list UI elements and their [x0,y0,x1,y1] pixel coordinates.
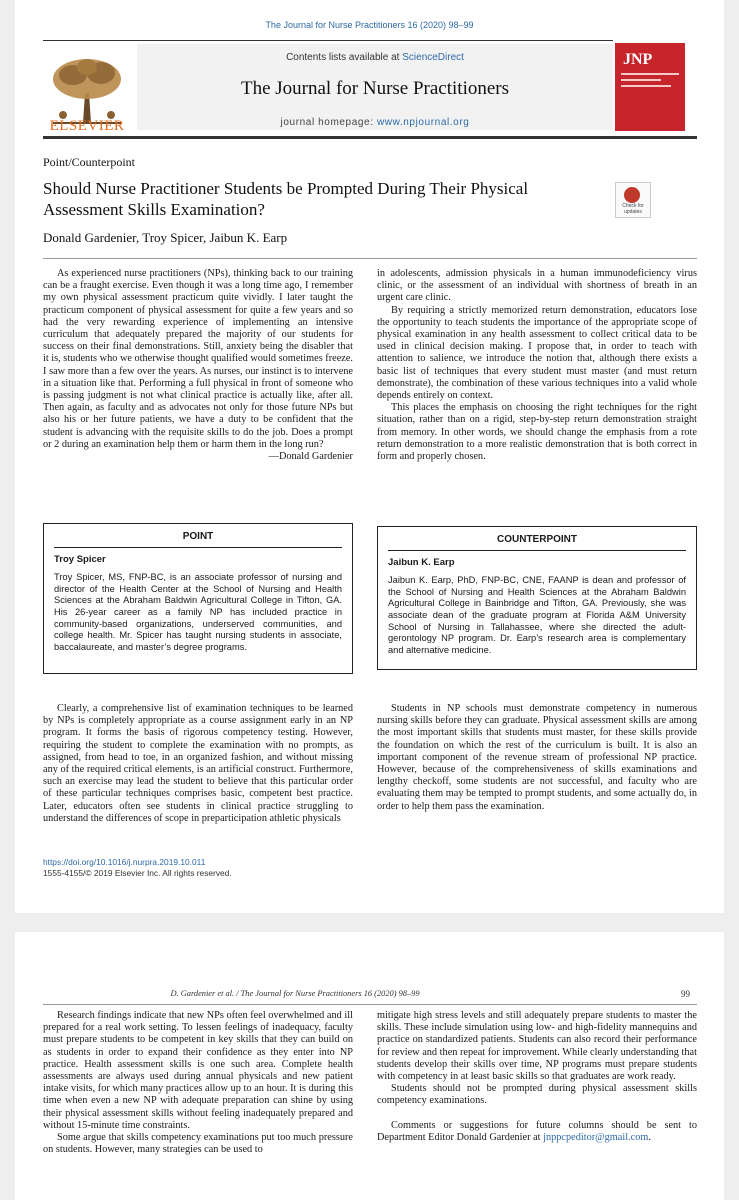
cover-rule [621,85,671,87]
paragraph: Clearly, a comprehensive list of examination techniques to be learned by NPs is completely appropriate as a course assignment early in an NP program. It forms the basis of rigorous competency testing. However, requiring the student to complete the examination with no prompts, as assigned, from head to toe, in an organized fashion, and without missing any of the required critical elements, is an artificial construct. Furthermore, such an exercise may lead the student to believe that this particular order of these particular techniques comprises basic, competent best practice. Later, educators often see students in clinical practice struggling to understand the differences of scope in preparticipation athletic physicals [43,703,353,824]
check-for-updates-badge[interactable] [615,182,651,218]
publisher-name: ELSEVIER [49,118,125,134]
counterpoint-author-name: Jaibun K. Earp [388,556,455,568]
homepage-line [137,117,613,128]
paragraph: This places the emphasis on choosing the right techniques for the right situation, rather than on a rigid, step-by-step return demonstration straight from memory. In other words, we should change the emphasis from a rote return demonstration to a more realistic demonstration that is both correct in form and properly chosen. [377,402,697,463]
journal-title: The Journal for Nurse Practitioners [240,78,510,99]
homepage-link[interactable]: www.npjournal.org [376,117,470,128]
running-head: D. Gardenier et al. / The Journal for Nurse Practitioners 16 (2020) 98–99 [170,989,420,998]
divider [43,258,697,259]
paragraph: Some argue that skills competency examinations put too much pressure on students. However, many strategies can be used to [43,1132,353,1156]
box-rule [54,547,342,548]
doi-link[interactable]: https://doi.org/10.1016/j.nurpra.2019.10.011 [43,857,206,867]
box-rule [388,550,686,551]
page-2 [15,932,724,1200]
copyright: 1555-4155/© 2019 Elsevier Inc. All rights reserved. [43,868,232,878]
point-author-name: Troy Spicer [54,553,106,565]
comments-paragraph [377,1120,697,1144]
p2-left-column [43,1010,353,1156]
intro-left-column [43,268,353,463]
cover-rule [621,79,661,81]
comments-suffix: . [648,1131,651,1143]
paragraph: By requiring a strictly memorized return demonstration, educators lose the opportunity to teach students the importance of the appropriate scope of physical examination in any health assessment to collect critical data to be used in clinical decision making. I propose that, in order to teach with attention to salience, we introduce the notion that, although there exists a basic list of techniques that every student must master (and must return demonstrate), the combination of these various techniques into a valid whole depends entirely on context. [377,304,697,402]
article-title-line: Assessment Skills Examination? [43,200,265,219]
journal-header-box [137,44,613,130]
paragraph: Students in NP schools must demonstrate competency in numerous nursing skills before they can graduate. Physical assessment skills are among the most important skills that students must master, for these skills provide the foundation on which the rest of the curriculum is built. It is also an important component of the revenue stream of professional NP practice. However, because of the comprehensiveness of skills examinations and lengthy checkoff, some students are not successful, and faculty who are evaluating them may be tempted to prompt students, and some actually do, in order to help them pass the examination. [377,703,697,812]
p2-right-column [377,1010,697,1144]
counterpoint-author-box [377,526,697,670]
update-icon [624,187,640,203]
signature: —Donald Gardenier [268,451,353,463]
contents-prefix: Contents lists available at [286,52,403,63]
paragraph: Research findings indicate that new NPs often feel overwhelmed and ill prepared for a real work setting. To lessen feelings of inadequacy, faculty must prepare students to be competent in key skills that they can build on as students in order to expand their confidence as they enter into NP practice. Health assessment skills is one such area. Complete health assessments are always used during annual physicals and new patient intake visits, for which many practices allow up to an hour. It is during this time when even a new NP with adequate preparation can shine by using their physical assessment skills without feeling inadequately prepared and without 15-minute time constraints. [43,1010,353,1131]
section-label: Point/Counterpoint [43,155,136,169]
badge-label: Check for updates [622,203,644,215]
article-title [43,178,603,220]
point-text-column [43,703,353,825]
author-list: Donald Gardenier, Troy Spicer, Jaibun K. Earp [43,230,288,245]
counterpoint-heading: COUNTERPOINT [497,534,577,545]
cover-rule [621,73,679,75]
page-1 [15,0,724,913]
sciencedirect-link[interactable]: ScienceDirect [402,52,464,63]
point-author-bio: Troy Spicer, MS, FNP-BC, is an associate professor of nursing and director of the Health Center at the School of Nursing and Health Sciences at the Abraham Baldwin Agricultural College in Tifton, GA. His 26-year career as a family NP has included practice in community-based organizations, underserved communities, and college health. Mr. Spicer has taught nursing students in associate, baccalaureate, and master’s degree programs. [54,572,342,652]
paragraph: Students should not be prompted during physical assessment skills competency examinations. [377,1083,697,1107]
counterpoint-text-column [377,703,697,813]
cover-title: JNP [623,51,653,68]
comments-text: Comments or suggestions for future columns should be sent to Department Editor Donald Gardenier at [377,1119,697,1143]
divider [43,1004,697,1005]
homepage-prefix: journal homepage: [280,117,377,128]
journal-cover[interactable] [615,43,685,131]
paragraph: in adolescents, admission physicals in a human immunodeficiency virus clinic, or the assessment of an individual with shortness of breath in an urgent care clinic. [377,268,697,304]
page-number: 99 [681,989,690,999]
header-bottom-rule [43,136,697,139]
point-author-box [43,523,353,674]
point-heading: POINT [182,531,214,542]
intro-right-column [377,268,697,463]
paragraph: mitigate high stress levels and still adequately prepare students to master the skills. These include simulation using low- and high-fidelity mannequins and practice on standardized patients. Students can also record their performance for review and then repeat for improvement. While clearly understanding that students develop their skills over time, NP programs must prepare students with competency in at least basic skills so that graduates are work ready. [377,1010,697,1083]
paragraph: As experienced nurse practitioners (NPs), thinking back to our training can be a fraught exercise. Even though it was a long time ago, I remember my own physical assessment practicum quite vividly. I later taught the practicum component of physical assessment for quite a few years and so had the very rewarding experience of implementing an intensive curriculum that adequately prepared the majority of our students for success on their final demonstrations. Still, anxiety being the disabler that it is, students who we otherwise thought qualified would sometimes freeze. I saw more than a few over the years. As nurses, our instinct is to intervene in a situation like that. Performing a full physical in front of someone who is passing judgment is not what clinical practice is actually like, after all. Then again, as faculty and as advocates not only for those future NPs but also his or her future patients, we have a duty to be confident that the student is advancing with the requisite skills to do the job. Does a prompt or 2 during an examination help them or harm them in the long run? [43,268,353,450]
running-head[interactable]: The Journal for Nurse Practitioners 16 (2020) 98–99 [265,20,474,30]
editor-email-link[interactable]: jnppcpeditor@gmail.com [543,1131,649,1143]
header-top-rule [43,40,613,41]
contents-line [137,52,613,63]
counterpoint-author-bio: Jaibun K. Earp, PhD, FNP-BC, CNE, FAANP is dean and professor of the School of Nursing and Health Sciences at the Abraham Baldwin Agricultural College in Bainbridge and Tifton, GA. Previously, she was associate dean of the graduate program at Florida A&M University School of Nursing in Tallahassee, where she directed the adult-gerontology NP program. Dr. Earp’s research area is complementary and alternative medicine. [388,575,686,655]
article-title-line: Should Nurse Practitioner Students be Prompted During Their Physical [43,179,529,198]
